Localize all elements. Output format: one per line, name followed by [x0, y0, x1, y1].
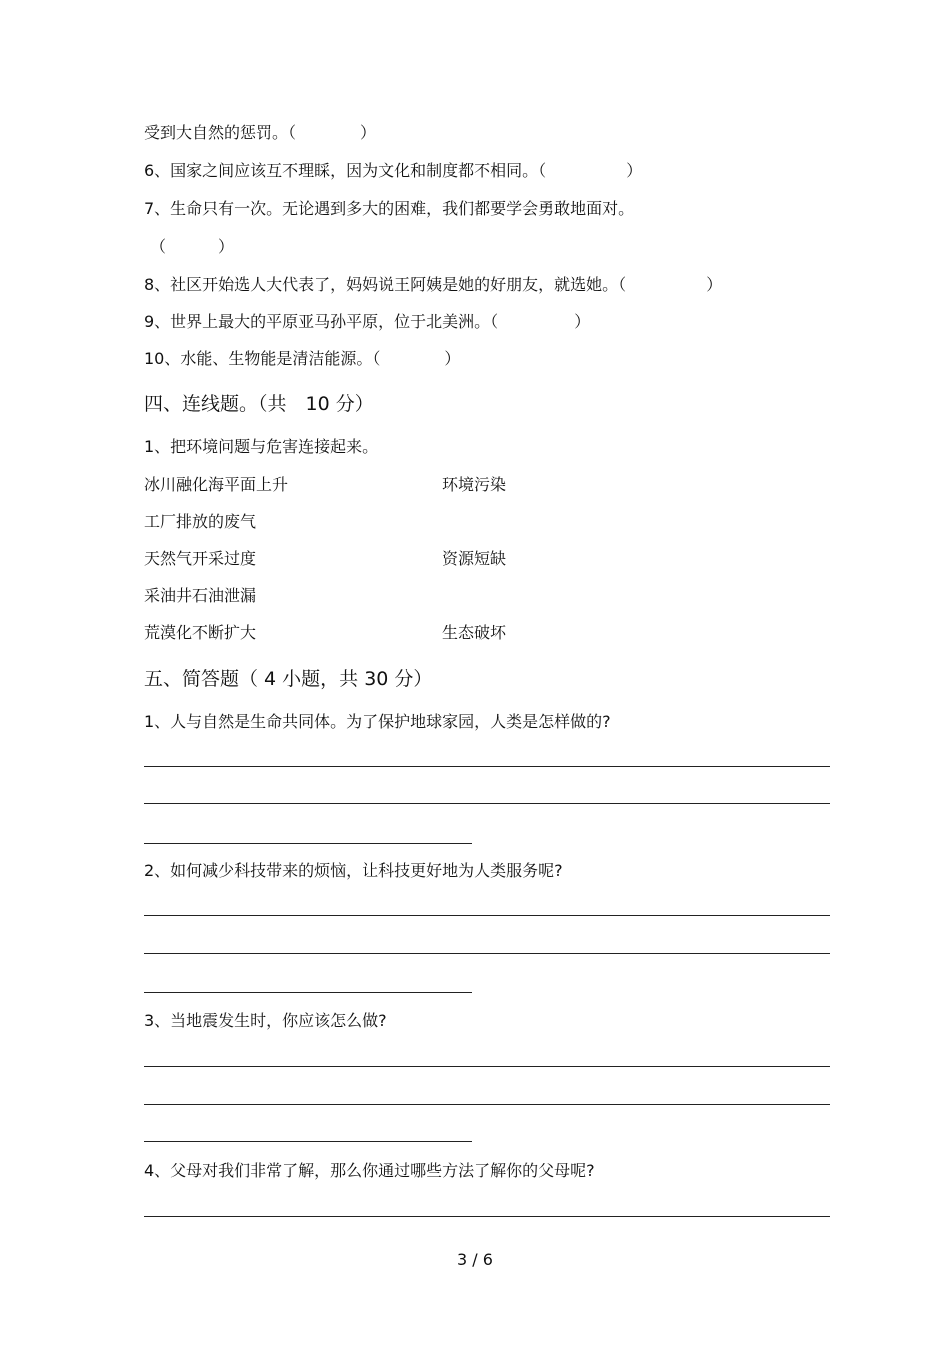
answer-line[interactable]: [144, 1141, 472, 1142]
matching-left-item[interactable]: 荒漠化不断扩大: [144, 623, 257, 642]
tf-item-9: [144, 311, 590, 333]
matching-left-item[interactable]: 采油井石油泄漏: [144, 586, 257, 605]
tf-item-6-text: 6、国家之间应该互不理睬，因为文化和制度都不相同。（: [144, 161, 547, 180]
tf-item-5-tail: [144, 122, 376, 144]
matching-question: 1、把环境问题与危害连接起来。: [144, 437, 379, 456]
answer-line[interactable]: [144, 915, 830, 916]
tf-item-8: [144, 274, 722, 296]
tf-item-10: [144, 348, 460, 370]
section-4-title: 四、连线题。（共 10 分）: [144, 393, 374, 415]
page-number: 3 / 6: [457, 1250, 493, 1269]
matching-left-item[interactable]: 工厂排放的废气: [144, 512, 257, 531]
answer-line[interactable]: [144, 1066, 830, 1067]
matching-right-item[interactable]: 环境污染: [442, 475, 507, 494]
section-5-title: 五、简答题（ 4 小题，共 30 分）: [144, 668, 433, 690]
matching-right-item[interactable]: 生态破坏: [442, 623, 507, 642]
answer-line[interactable]: [144, 1104, 830, 1105]
answer-line[interactable]: [144, 766, 830, 767]
tf-item-5-text: 受到大自然的惩罚。（: [144, 123, 297, 142]
tf-item-9-text: 9、世界上最大的平原亚马孙平原，位于北美洲。（: [144, 312, 499, 331]
tf-item-7-text: 7、生命只有一次。无论遇到多大的困难，我们都要学会勇敢地面对。: [144, 199, 635, 218]
matching-left-item[interactable]: 冰川融化海平面上升: [144, 475, 289, 494]
tf-item-8-text: 8、社区开始选人大代表了，妈妈说王阿姨是她的好朋友，就选她。（: [144, 275, 627, 294]
close-paren: ）: [574, 312, 591, 331]
close-paren: ）: [706, 275, 723, 294]
tf-item-6: [144, 160, 642, 182]
close-paren: ）: [626, 161, 643, 180]
tf-item-7-answer: [150, 236, 234, 258]
close-paren: ）: [218, 237, 235, 256]
close-paren: ）: [360, 123, 377, 142]
short-answer-question-2: 2、如何减少科技带来的烦恼，让科技更好地为人类服务呢?: [144, 861, 563, 880]
close-paren: ）: [444, 349, 461, 368]
answer-line[interactable]: [144, 992, 472, 993]
tf-item-7: [144, 198, 634, 220]
matching-right-item[interactable]: 资源短缺: [442, 549, 507, 568]
answer-line[interactable]: [144, 803, 830, 804]
answer-line[interactable]: [144, 843, 472, 844]
short-answer-question-3: 3、当地震发生时，你应该怎么做?: [144, 1011, 387, 1030]
answer-line[interactable]: [144, 1216, 830, 1217]
answer-line[interactable]: [144, 953, 830, 954]
tf-item-10-text: 10、水能、生物能是清洁能源。（: [144, 349, 381, 368]
short-answer-question-4: 4、父母对我们非常了解，那么你通过哪些方法了解你的父母呢?: [144, 1161, 595, 1180]
open-paren: （: [150, 237, 167, 256]
matching-left-item[interactable]: 天然气开采过度: [144, 549, 257, 568]
short-answer-question-1: 1、人与自然是生命共同体。为了保护地球家园，人类是怎样做的?: [144, 712, 611, 731]
